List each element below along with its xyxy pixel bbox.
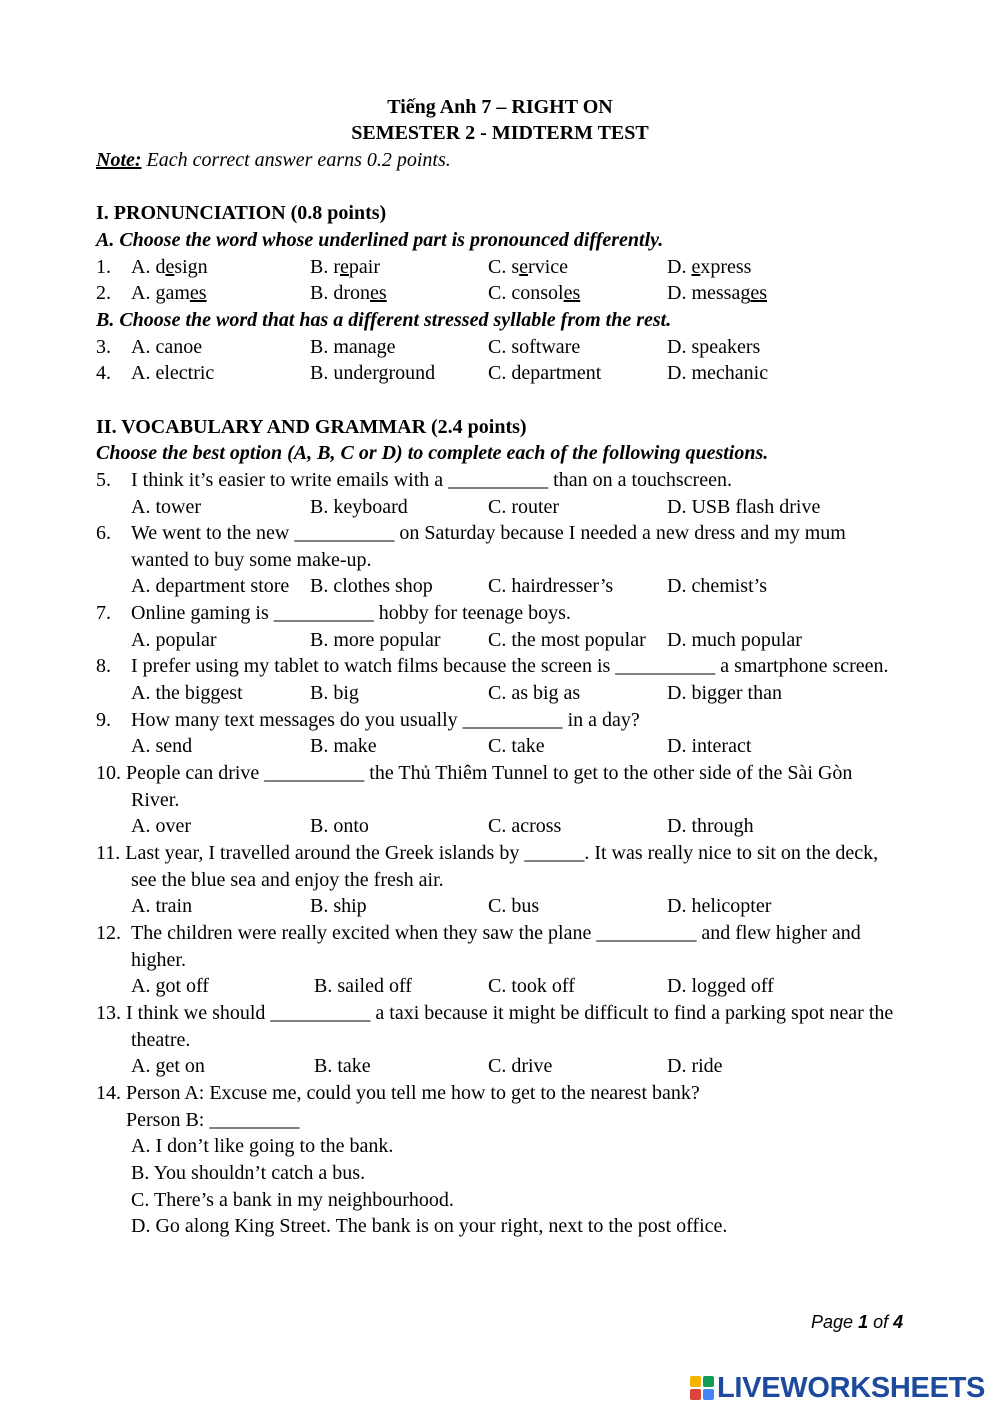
question-number: 14.	[96, 1081, 121, 1104]
part-a-instruction-line	[0, 227, 1000, 254]
page-number: 1	[858, 1312, 869, 1332]
question-7	[0, 600, 1000, 627]
question-5	[0, 467, 1000, 494]
word-part: gam	[155, 282, 190, 305]
question-5-options	[0, 494, 1000, 521]
question-line	[96, 1000, 893, 1027]
question-text: I think it’s easier to write emails with a __________ than on a touchscreen.	[131, 468, 732, 491]
option-b: B. more popular	[310, 628, 441, 651]
question-number: 12.	[96, 922, 121, 944]
question-line	[96, 760, 852, 787]
of-word: of	[873, 1312, 889, 1332]
question-number: 10.	[96, 762, 121, 785]
underlined-part: es	[563, 282, 581, 305]
question-12	[0, 920, 1000, 947]
question-text: higher.	[131, 948, 186, 971]
part-a-instruction: A. Choose the word whose underlined part is pronounced differently.	[96, 228, 664, 251]
question-number: 3.	[96, 335, 111, 358]
part-b-instruction-line	[0, 307, 1000, 334]
option-d: D. logged off	[667, 975, 774, 998]
part-b-instruction: B. Choose the word that has a different stressed syllable from the rest.	[96, 308, 672, 331]
question-text: River.	[131, 788, 180, 811]
option-b: B. underground	[310, 362, 436, 385]
option-b: B. keyboard	[310, 495, 408, 518]
underlined-part: e	[519, 255, 529, 278]
question-6-continued	[0, 547, 1000, 574]
option-c: C. across	[488, 815, 562, 838]
word-part: s	[511, 255, 520, 278]
question-line	[96, 1080, 700, 1107]
option-letter: A.	[131, 282, 151, 305]
word-part: sign	[174, 255, 208, 278]
liveworksheets-logo-icon	[690, 1376, 714, 1400]
note-line	[0, 147, 1000, 174]
option-b: B. big	[310, 682, 359, 705]
option-d: D. interact	[667, 735, 752, 758]
question-number: 2.	[96, 282, 111, 305]
page-footer	[811, 1311, 903, 1333]
question-14-option-c	[0, 1187, 1000, 1214]
word-part: rvice	[528, 255, 569, 278]
note	[96, 147, 451, 174]
option-b: B. sailed off	[314, 975, 412, 998]
question-number: 4.	[96, 362, 111, 385]
question-11-continued	[0, 867, 1000, 894]
question-1	[0, 254, 1000, 281]
option-c	[488, 254, 568, 281]
question-text: I think we should __________ a taxi because it might be difficult to find a parking spot near the	[126, 1001, 894, 1024]
option-letter: C.	[488, 255, 507, 278]
option-a: A. the biggest	[131, 682, 243, 705]
option-letter: A.	[131, 255, 151, 278]
question-4	[0, 360, 1000, 387]
question-text: Online gaming is __________ hobby for teenage boys.	[131, 602, 571, 625]
option-a: A. department store	[131, 575, 290, 598]
option-d: D. much popular	[667, 628, 802, 651]
question-number: 11.	[96, 842, 121, 865]
watermark-text: LIVEWORKSHEETS	[717, 1372, 986, 1404]
option-b: B. clothes shop	[310, 575, 433, 598]
question-number: 6.	[96, 522, 111, 545]
question-text: The children were really excited when they saw the plane __________ and flew higher and	[131, 922, 861, 944]
question-12-options	[0, 973, 1000, 1000]
question-14-option-a	[0, 1133, 1000, 1160]
option-c: C. the most popular	[488, 628, 646, 651]
option-d: D. through	[667, 815, 754, 838]
question-3	[0, 334, 1000, 361]
question-text: theatre.	[131, 1028, 191, 1051]
question-14-option-b	[0, 1160, 1000, 1187]
question-number: 8.	[96, 655, 111, 678]
question-2	[0, 280, 1000, 307]
option-d: D. mechanic	[667, 362, 769, 385]
option-a: A. tower	[131, 495, 201, 518]
page-total: 4	[893, 1312, 904, 1332]
option-d	[667, 254, 751, 281]
option-b	[310, 254, 380, 281]
question-14	[0, 1080, 1000, 1107]
question-6	[0, 520, 1000, 547]
option-d: D. USB flash drive	[667, 495, 821, 518]
question-11-options	[0, 893, 1000, 920]
question-10-continued	[0, 787, 1000, 814]
question-10	[0, 760, 1000, 787]
question-13-continued	[0, 1027, 1000, 1054]
section-2-instruction-line	[0, 440, 1000, 467]
option-c: C. took off	[488, 975, 575, 998]
question-13	[0, 1000, 1000, 1027]
question-text: We went to the new __________ on Saturday because I needed a new dress and my mum	[131, 522, 846, 545]
option-b: B. take	[314, 1055, 371, 1078]
word-part: consol	[511, 282, 564, 305]
title-line	[0, 94, 1000, 121]
question-number: 13.	[96, 1001, 121, 1024]
option-d: D. ride	[667, 1055, 723, 1078]
word-part: d	[155, 255, 166, 278]
option-c: C. There’s a bank in my neighbourhood.	[131, 1188, 454, 1211]
page-title: Tiếng Anh 7 – RIGHT ON	[387, 95, 613, 118]
underlined-part: e	[165, 255, 175, 278]
question-8	[0, 653, 1000, 680]
word-part: xpress	[700, 255, 752, 278]
word-part: r	[333, 255, 341, 278]
option-c	[488, 280, 580, 307]
option-a: A. electric	[131, 362, 215, 385]
option-a: A. canoe	[131, 335, 203, 358]
option-a: A. got off	[131, 975, 209, 998]
question-text: How many text messages do you usually __________ in a day?	[131, 708, 640, 731]
option-c: C. hairdresser’s	[488, 575, 614, 598]
blank-line	[0, 387, 1000, 414]
option-b: B. make	[310, 735, 377, 758]
option-d: D. chemist’s	[667, 575, 767, 598]
underlined-part: e	[340, 255, 349, 278]
option-a: A. I don’t like going to the bank.	[131, 1135, 394, 1158]
underlined-part: es	[750, 282, 768, 305]
question-11	[0, 840, 1000, 867]
question-text: Person B: _________	[126, 1108, 300, 1131]
question-number: 5.	[96, 468, 111, 491]
section-2-instruction: Choose the best option (A, B, C or D) to complete each of the following questions.	[96, 442, 769, 465]
worksheet-content	[0, 94, 1000, 1240]
liveworksheets-watermark	[690, 1373, 990, 1403]
option-letter: D.	[667, 255, 687, 278]
question-8-options	[0, 680, 1000, 707]
blank-line	[0, 174, 1000, 201]
question-text: wanted to buy some make-up.	[131, 548, 372, 571]
option-d	[667, 280, 767, 307]
option-c: C. router	[488, 495, 560, 518]
question-text: People can drive __________ the Thủ Thiêm Tunnel to get to the other side of the Sài Gòn	[126, 762, 853, 785]
option-b	[310, 280, 387, 307]
option-c: C. drive	[488, 1055, 553, 1078]
question-text: I prefer using my tablet to watch films because the screen is __________ a smartphone screen.	[131, 655, 889, 678]
option-a	[131, 280, 207, 307]
question-number: 7.	[96, 602, 111, 625]
question-7-options	[0, 627, 1000, 654]
question-number: 1.	[96, 255, 111, 278]
question-text: Person A: Excuse me, could you tell me how to get to the nearest bank?	[126, 1081, 700, 1104]
question-number: 9.	[96, 708, 111, 731]
question-line	[96, 840, 878, 867]
section-2-heading: II. VOCABULARY AND GRAMMAR (2.4 points)	[96, 415, 527, 438]
option-a: A. send	[131, 735, 193, 758]
section-1-heading-line	[0, 200, 1000, 227]
option-a: A. popular	[131, 628, 217, 651]
question-14-person-b	[0, 1107, 1000, 1134]
question-9	[0, 707, 1000, 734]
option-b: B. ship	[310, 895, 367, 918]
question-6-options	[0, 573, 1000, 600]
option-letter: B.	[310, 255, 329, 278]
option-a: A. train	[131, 895, 193, 918]
option-a: A. over	[131, 815, 191, 838]
section-1-heading: I. PRONUNCIATION (0.8 points)	[96, 202, 387, 225]
option-b: B. manage	[310, 335, 396, 358]
page-word: Page	[811, 1312, 854, 1332]
subtitle-line	[0, 120, 1000, 147]
question-9-options	[0, 733, 1000, 760]
option-c: C. bus	[488, 895, 540, 918]
question-10-options	[0, 813, 1000, 840]
option-d: D. bigger than	[667, 682, 782, 705]
underlined-part: e	[691, 255, 701, 278]
question-12-continued	[0, 947, 1000, 974]
question-text: Last year, I travelled around the Greek islands by ______. It was really nice to sit on the deck,	[125, 842, 879, 865]
option-b: B. You shouldn’t catch a bus.	[131, 1161, 366, 1184]
question-text: see the blue sea and enjoy the fresh air.	[131, 868, 444, 891]
question-14-option-d	[0, 1213, 1000, 1240]
option-c: C. department	[488, 362, 602, 385]
option-c: C. software	[488, 335, 581, 358]
word-part: messag	[691, 282, 751, 305]
option-b: B. onto	[310, 815, 369, 838]
option-letter: C.	[488, 282, 507, 305]
option-letter: D.	[667, 282, 687, 305]
question-13-options	[0, 1053, 1000, 1080]
option-d: D. speakers	[667, 335, 761, 358]
underlined-part: es	[189, 282, 207, 305]
option-a: A. get on	[131, 1055, 205, 1078]
option-c: C. take	[488, 735, 545, 758]
note-label: Note:	[96, 148, 142, 171]
note-text: Each correct answer earns 0.2 points.	[146, 148, 451, 171]
option-letter: B.	[310, 282, 329, 305]
page-subtitle: SEMESTER 2 - MIDTERM TEST	[351, 122, 649, 145]
section-2-heading-line	[0, 414, 1000, 441]
option-d: D. helicopter	[667, 895, 772, 918]
option-a	[131, 254, 208, 281]
underlined-part: es	[370, 282, 387, 305]
word-part: pair	[348, 255, 380, 278]
option-c: C. as big as	[488, 682, 581, 705]
option-d: D. Go along King Street. The bank is on your right, next to the post office.	[131, 1215, 728, 1238]
word-part: dron	[333, 282, 371, 305]
